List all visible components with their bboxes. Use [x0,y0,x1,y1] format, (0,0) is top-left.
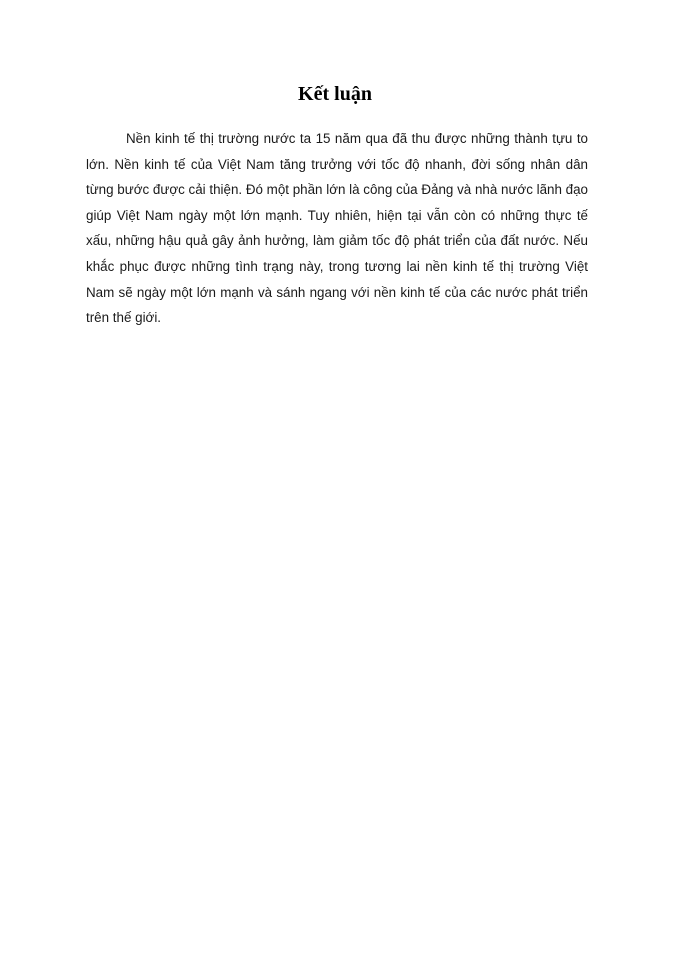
conclusion-paragraph: Nền kinh tế thị trường nước ta 15 năm qua đã thu được những thành tựu to lớn. Nền kinh tế của Việt Nam tăng trưởng với tốc độ nhanh, đời sống nhân dân từng bước được cải thiện. Đó một phần lớn là công của Đảng và nhà nước lãnh đạo giúp Việt Nam ngày một lớn mạnh. Tuy nhiên, hiện tại vẫn còn có những thực tế xấu, những hậu quả gây ảnh hưởng, làm giảm tốc độ phát triển của đất nước. Nếu khắc phục được những tình trạng này, trong tương lai nền kinh tế thị trường Việt Nam sẽ ngày một lớn mạnh và sánh ngang với nền kinh tế của các nước phát triển trên thế giới. [86,131,588,326]
page-title: Kết luận [298,83,372,105]
